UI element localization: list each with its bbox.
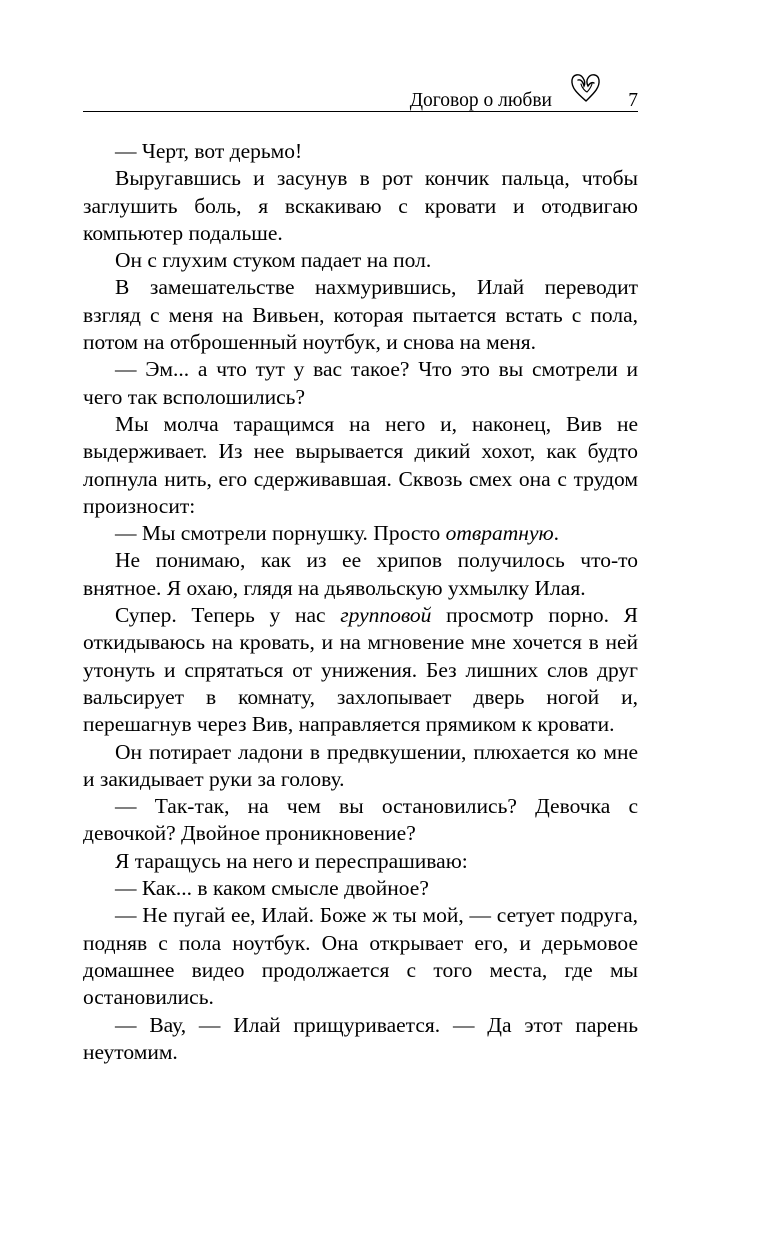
paragraph: — Эм... а что тут у вас такое? Что это вы смотрели и чего так всполошились? [83, 357, 638, 409]
emphasis: групповой [340, 603, 432, 628]
page-number: 7 [628, 90, 638, 111]
paragraph: Супер. Теперь у нас групповой просмотр порно. Я откидываюсь на кровать, и на мгновение мне хочется в ней утонуть и спрятаться от унижения. Без лишних слов друг вальсирует в комнату, захлопывает дверь ногой и, перешагнув через Вив, направляется прямиком к кровати. [83, 603, 639, 737]
heart-doodle-icon [568, 70, 604, 104]
running-title: Договор о любви [409, 90, 552, 111]
paragraph: — Как... в каком смысле двойное? [115, 876, 429, 901]
paragraph: Мы молча таращимся на него и, наконец, Вив не выдерживает. Из нее вырывается дикий хохот, как будто лопнула нить, его сдерживавшая. Сквозь смех она с трудом произносит: [83, 411, 638, 518]
body-text [83, 138, 638, 1066]
emphasis: отвратную [445, 521, 554, 546]
paragraph: Выругавшись и засунув в рот кончик пальца, чтобы заглушить боль, я вскакиваю с кровати и отодвигаю компьютер подальше. [83, 166, 638, 245]
header-rule [83, 111, 638, 112]
paragraph: — Черт, вот дерьмо! [115, 139, 303, 163]
paragraph: Он потирает ладони в предвкушении, плюхается ко мне и закидывает руки за голову. [83, 739, 638, 791]
paragraph: Он с глухим стуком падает на пол. [115, 248, 432, 273]
paragraph: — Вау, — Илай прищуривается. — Да этот парень неутомим. [83, 1012, 638, 1064]
paragraph: Я таращусь на него и переспрашиваю: [115, 848, 468, 873]
paragraph: Не понимаю, как из ее хрипов получилось что-то внятное. Я охаю, глядя на дьявольскую ухмылку Илая. [83, 548, 638, 600]
paragraph: — Так-так, на чем вы остановились? Девочка с девочкой? Двойное проникновение? [83, 794, 638, 846]
paragraph: — Не пугай ее, Илай. Боже ж ты мой, — сетует подруга, подняв с пола ноутбук. Она открывает его, и дерьмовое домашнее видео продолжается с того места, где мы остановились. [83, 903, 638, 1010]
paragraph: В замешательстве нахмурившись, Илай переводит взгляд с меня на Вивьен, которая пытается встать с пола, потом на отброшенный ноутбук, и снова на меня. [83, 275, 638, 355]
running-header [83, 68, 638, 112]
paragraph: — Мы смотрели порнушку. Просто отвратную. [115, 521, 560, 546]
